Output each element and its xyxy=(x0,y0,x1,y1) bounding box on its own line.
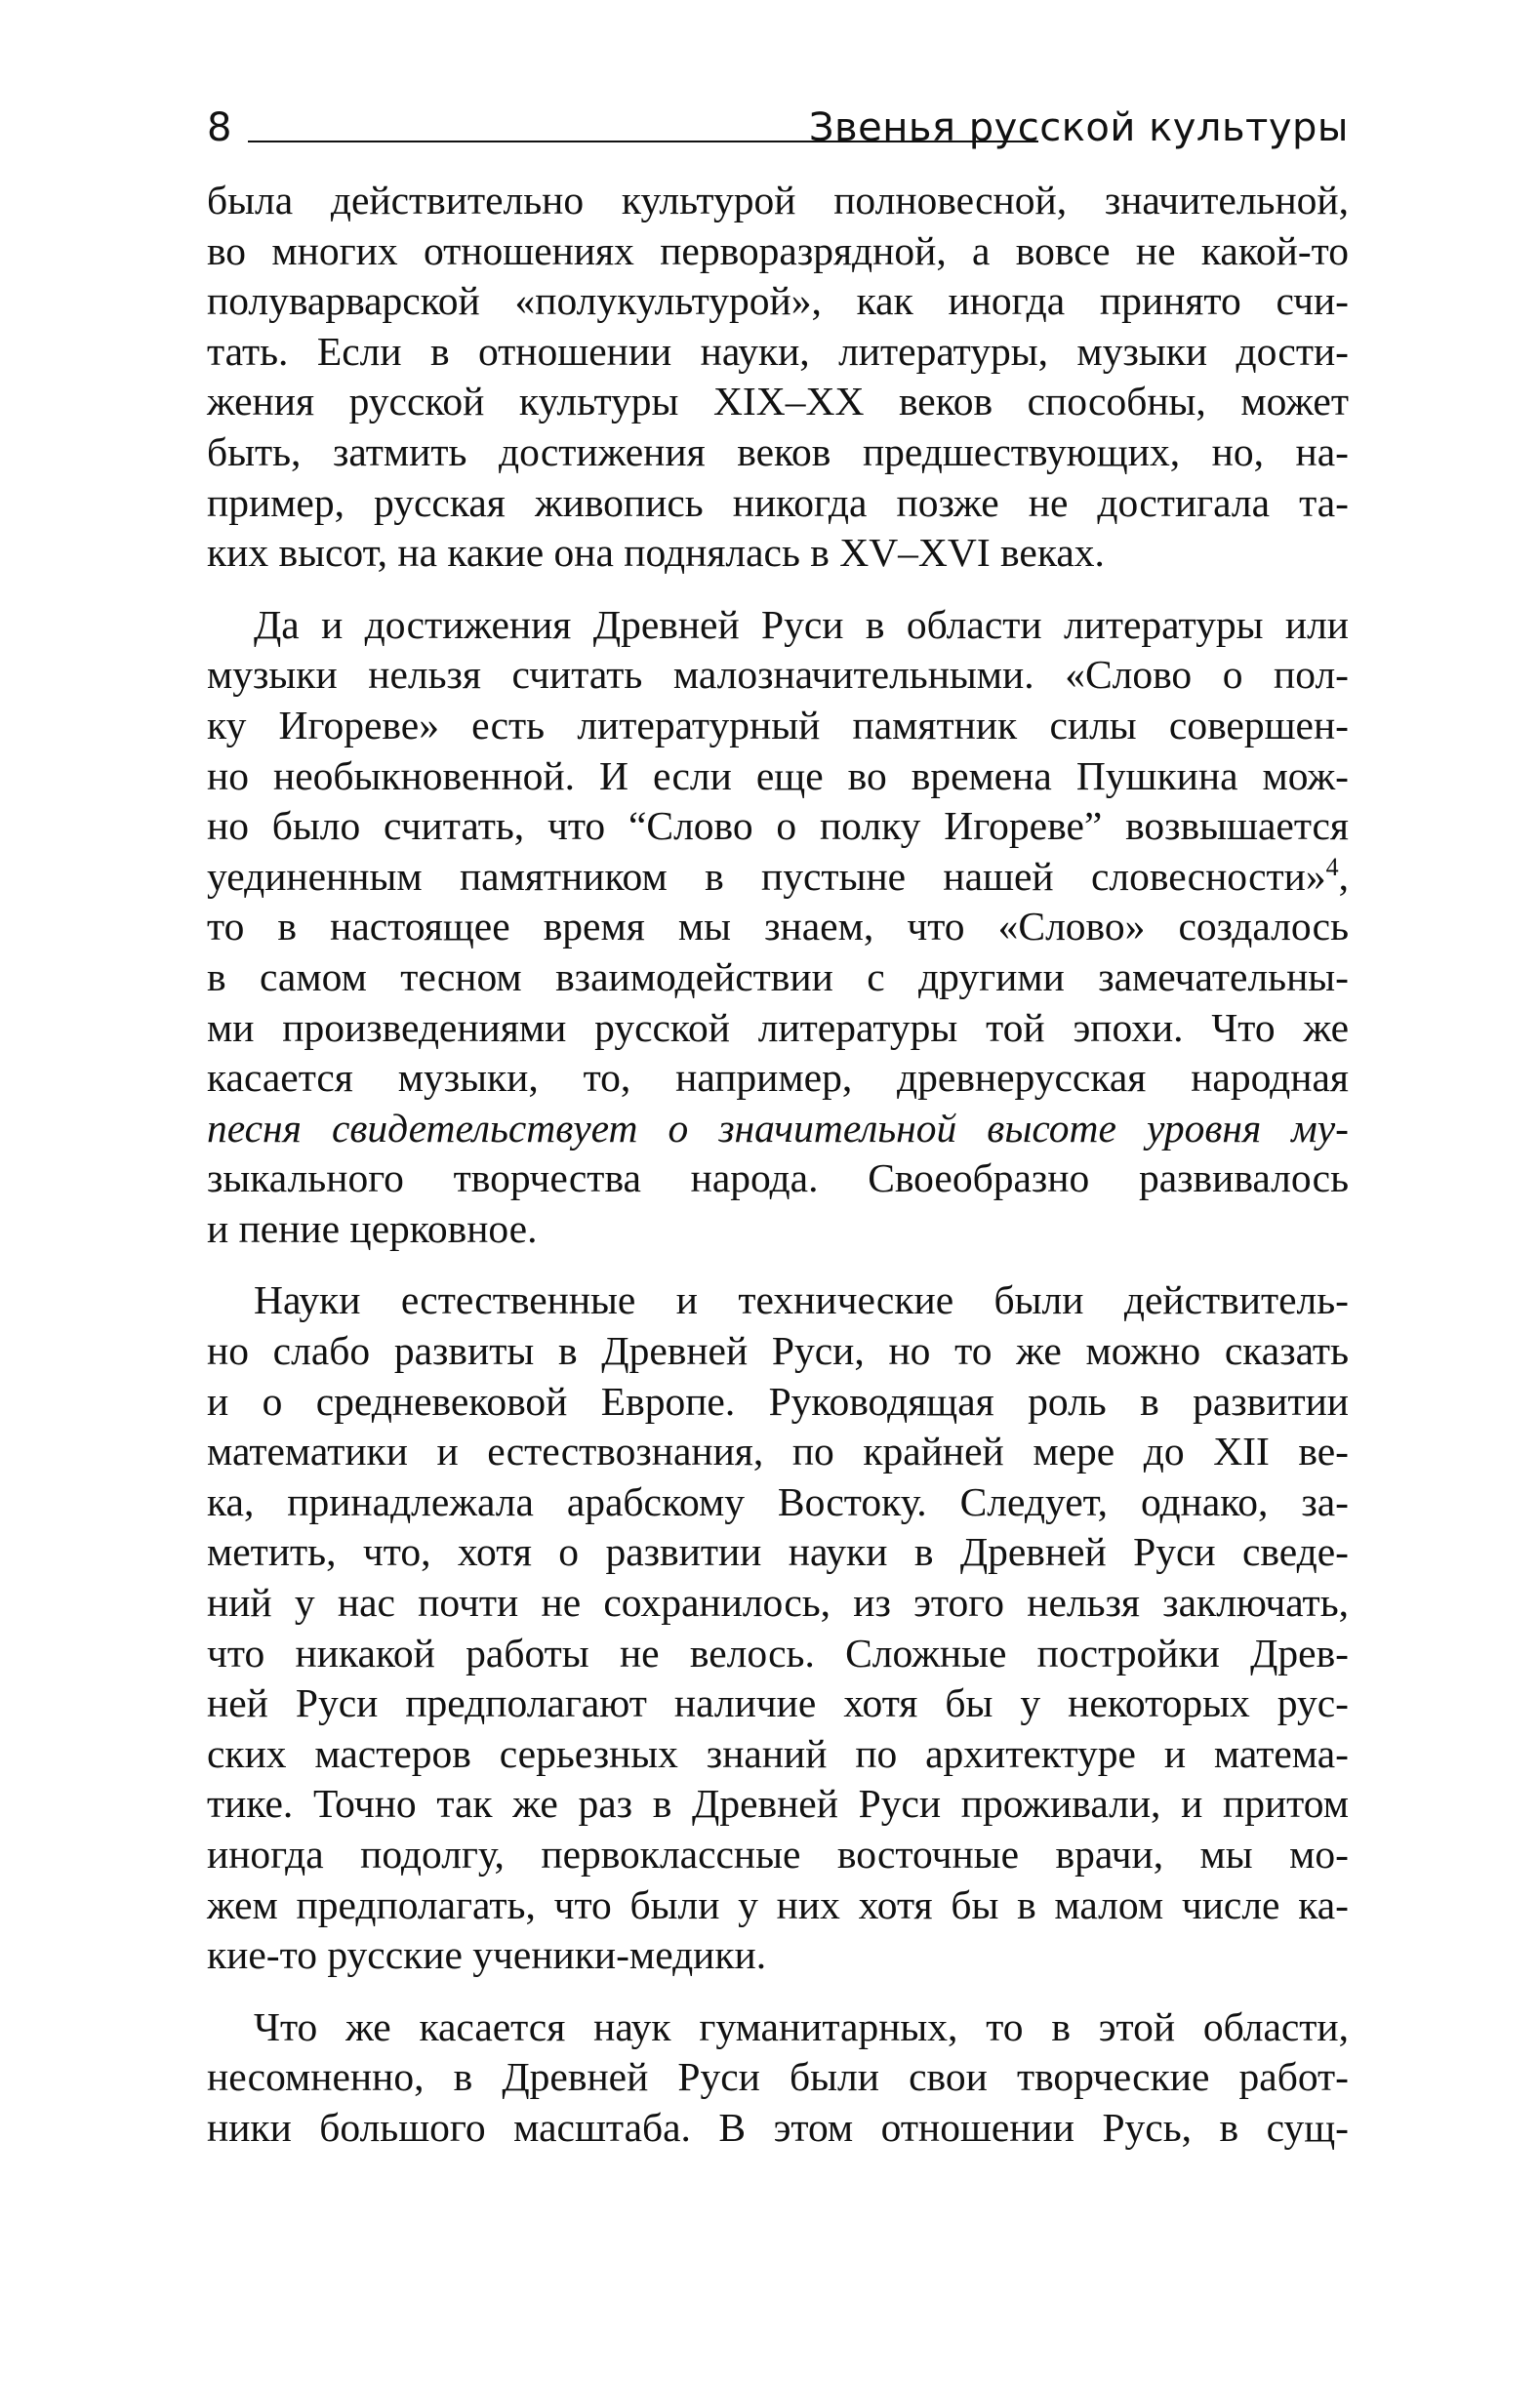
text-line: ний у нас почти не сохранилось, из этого нельзя заключать, xyxy=(207,1580,1349,1626)
text-line: метить, что, хотя о развитии науки в Древней Руси сведе- xyxy=(207,1529,1349,1575)
text-line: жем предполагать, что были у них хотя бы в малом числе ка- xyxy=(207,1881,1349,1927)
text-line: быть, затмить достижения веков предшествующих, но, на- xyxy=(207,428,1349,474)
running-title: Звенья русской культуры xyxy=(808,105,1349,150)
text-line: ка, принадлежала арабскому Востоку. Следует, однако, за- xyxy=(207,1478,1349,1524)
footnote-reference[interactable]: 4 xyxy=(1325,852,1339,881)
paragraph-2 xyxy=(207,600,1349,1255)
text-line: но слабо развиты в Древней Руси, но то же можно сказать xyxy=(207,1328,1349,1374)
text-line: была действительно культурой полновесной, значительной, xyxy=(207,178,1349,222)
text-line: и о средневековой Европе. Руководящая роль в развитии xyxy=(207,1378,1349,1424)
text-fragment: , xyxy=(1338,853,1349,899)
text-line: математики и естествознания, по крайней мере до XII ве- xyxy=(207,1429,1349,1474)
paragraph-1 xyxy=(207,176,1349,579)
paragraph-4 xyxy=(207,2002,1349,2154)
text-line: тать. Если в отношении науки, литературы, музыки дости- xyxy=(207,328,1349,374)
text-line: полуварварской «полукультурой», как иногда принято счи- xyxy=(207,278,1349,324)
text-line: зыкального творчества народа. Своеобразно развивалось xyxy=(207,1155,1349,1201)
text-line: Да и достижения Древней Руси в области литературы или xyxy=(254,601,1349,647)
body-text xyxy=(207,176,1349,2175)
text-line: ских мастеров серьезных знаний по архитектуре и матема- xyxy=(207,1730,1349,1776)
text-line: пример, русская живопись никогда позже не достигала та- xyxy=(207,479,1349,525)
running-head xyxy=(207,98,1349,166)
text-line: тике. Точно так же раз в Древней Руси проживали, и притом xyxy=(207,1781,1349,1827)
paragraph-3 xyxy=(207,1275,1349,1980)
text-line: Что же касается наук гуманитарных, то в этой области, xyxy=(254,2003,1349,2049)
text-line: иногда подолгу, первоклассные восточные врачи, мы мо- xyxy=(207,1832,1349,1877)
text-line: и пение церковное. xyxy=(207,1205,538,1251)
text-line: что никакой работы не велось. Сложные постройки Древ- xyxy=(207,1630,1349,1676)
text-line: во многих отношениях перворазрядной, а вовсе не какой-то xyxy=(207,227,1349,273)
text-line: то в настоящее время мы знаем, что «Слово» создалось xyxy=(207,904,1349,949)
text-line: ники большого масштаба. В этом отношении Русь, в сущ- xyxy=(207,2104,1349,2150)
text-line: ней Руси предполагают наличие хотя бы у некоторых рус- xyxy=(207,1680,1349,1726)
text-line: Науки естественные и технические были действитель- xyxy=(254,1277,1349,1323)
text-line: в самом тесном взаимодействии с другими замечательны- xyxy=(207,953,1349,999)
text-line: песня свидетельствует о значительной высоте уровня му- xyxy=(207,1105,1349,1151)
text-line: жения русской культуры XIX–XX веков способны, может xyxy=(207,379,1349,424)
page-number: 8 xyxy=(207,105,232,150)
text-line: несомненно, в Древней Руси были свои творческие работ- xyxy=(207,2054,1349,2100)
text-line: ких высот, на какие она поднялась в XV–XVI веках. xyxy=(207,530,1105,576)
text-line: касается музыки, то, например, древнерусская народная xyxy=(207,1055,1349,1101)
text-line: но было считать, что “Слово о полку Игореве” возвышается xyxy=(207,803,1349,849)
text-line: кие-то русские ученики-медики. xyxy=(207,1932,767,1978)
text-line: ми произведениями русской литературы той эпохи. Что же xyxy=(207,1004,1349,1050)
text-fragment: уединенным памятником в пустыне нашей словесности» xyxy=(207,853,1326,899)
text-line: но необыкновенной. И если еще во времена Пушкина мож- xyxy=(207,752,1349,798)
text-line-with-footnote xyxy=(207,852,1349,903)
text-line: ку Игореве» есть литературный памятник силы совершен- xyxy=(207,702,1349,747)
text-line: музыки нельзя считать малозначительными. «Слово о пол- xyxy=(207,652,1349,698)
